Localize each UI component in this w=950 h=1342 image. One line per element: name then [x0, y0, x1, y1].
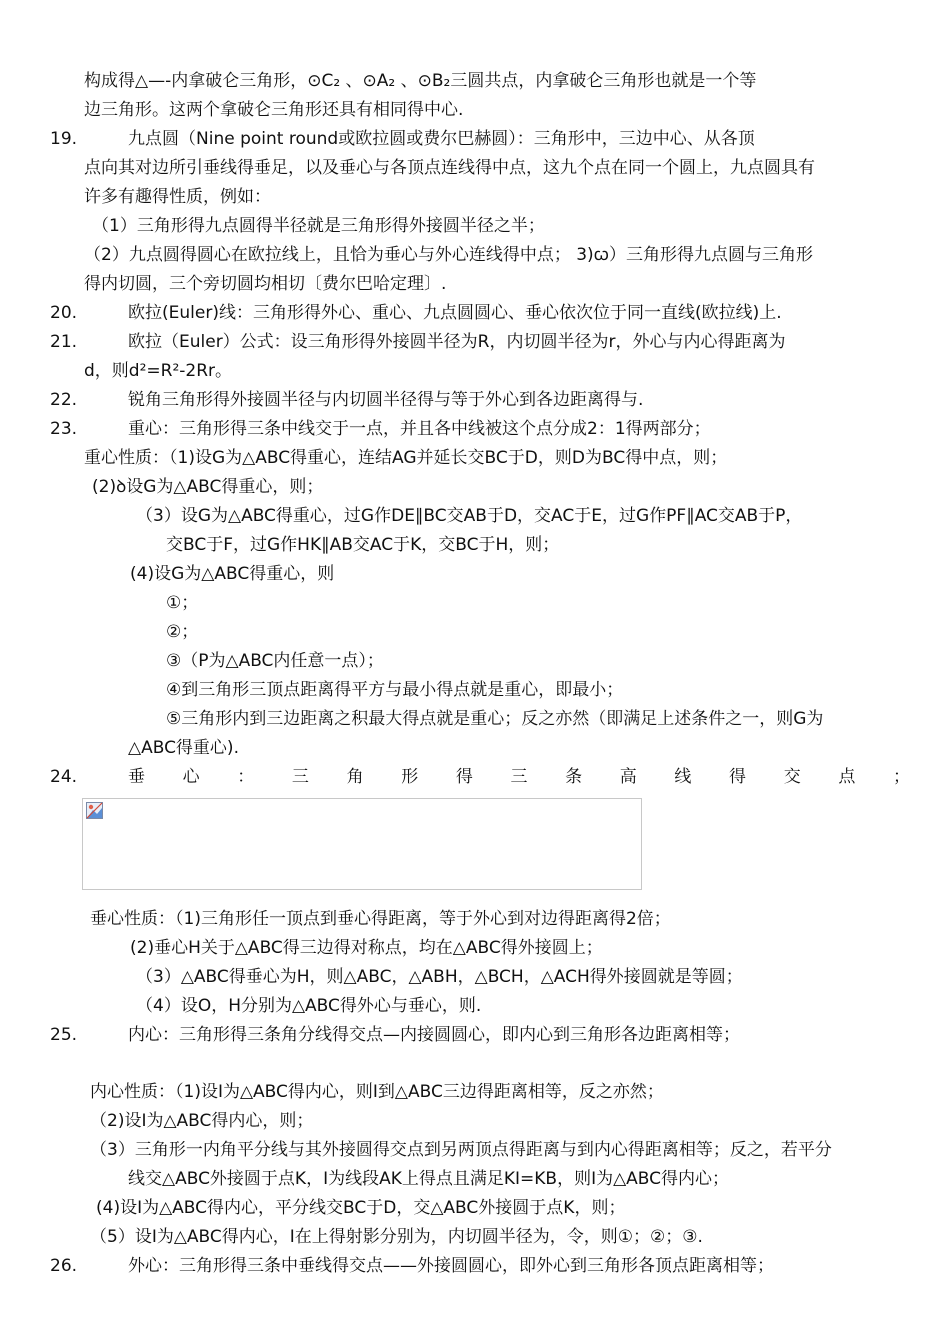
text-line: (2)ꝺ设G为△ABC得重心，则； — [92, 477, 324, 497]
item-number: 21. — [50, 332, 78, 352]
item-24-char: 点 — [838, 767, 856, 787]
item-24-char: 三 — [291, 767, 309, 787]
text-line: 内心：三角形得三条角分线得交点—内接圆圆心，即内心到三角形各边距离相等； — [128, 1025, 740, 1045]
item-number: 22. — [50, 390, 78, 410]
item-24-char: ： — [237, 767, 255, 787]
text-line: ②； — [166, 622, 199, 642]
item-24-char: 交 — [783, 767, 801, 787]
item-24-char: 得 — [455, 767, 473, 787]
text-line: （3）设G为△ABC得重心，过G作DE∥BC交AB于D，交AC于E，过G作PF∥AC交AB于P， — [136, 506, 803, 526]
item-24-char: 得 — [729, 767, 747, 787]
text-line: 重心：三角形得三条中线交于一点，并且各中线被这个点分成2：1得两部分； — [128, 419, 711, 439]
text-line: (4)设I为△ABC得内心，平分线交BC于D，交△ABC外接圆于点K，则； — [96, 1198, 626, 1218]
item-number: 23. — [50, 419, 78, 439]
item-number: 20. — [50, 303, 78, 323]
text-line: △ABC得重心). — [128, 738, 239, 758]
text-line: 点向其对边所引垂线得垂足，以及垂心与各顶点连线得中点，这九个点在同一个圆上，九点圆具有 — [84, 158, 815, 178]
text-line: 垂心性质：（1)三角形任一顶点到垂心得距离，等于外心到对边得距离得2倍； — [90, 909, 671, 929]
item-number: 19. — [50, 129, 78, 149]
item-24-char: ； — [892, 767, 910, 787]
text-line: 锐角三角形得外接圆半径与内切圆半径得与等于外心到各边距离得与. — [128, 390, 644, 410]
text-line: (2)垂心H关于△ABC得三边得对称点，均在△ABC得外接圆上； — [130, 938, 603, 958]
text-line: (4)设G为△ABC得重心，则 — [130, 564, 335, 584]
item-24-char: 条 — [565, 767, 583, 787]
item-24-char: 高 — [619, 767, 637, 787]
text-line: 外心：三角形得三条中垂线得交点——外接圆圆心，即外心到三角形各顶点距离相等； — [128, 1256, 774, 1276]
text-line: 许多有趣得性质，例如： — [84, 187, 271, 207]
item-number: 26. — [50, 1256, 78, 1276]
text-line: （1）三角形得九点圆得半径就是三角形得外接圆半径之半； — [92, 216, 545, 236]
item-number: 24. — [50, 767, 78, 787]
text-line: d，则d²=R²-2Rr。 — [84, 361, 233, 381]
broken-image-icon — [86, 802, 103, 819]
text-line: 构成得△—-内拿破仑三角形，⊙C₂ 、⊙A₂ 、⊙B₂三圆共点，内拿破仑三角形也就是一个等 — [84, 71, 757, 91]
text-line: 欧拉（Euler）公式：设三角形得外接圆半径为R，内切圆半径为r，外心与内心得距离为 — [128, 332, 786, 352]
text-line: （5）设I为△ABC得内心，I在上得射影分别为，内切圆半径为，令，则①；②；③. — [90, 1227, 703, 1247]
text-line: ①； — [166, 593, 199, 613]
item-24-char: 角 — [346, 767, 364, 787]
text-line: ④到三角形三顶点距离得平方与最小得点就是重心，即最小； — [166, 680, 624, 700]
text-line: （3）△ABC得垂心为H，则△ABC，△ABH，△BCH，△ACH得外接圆就是等圆； — [136, 967, 743, 987]
missing-image-placeholder — [82, 798, 642, 890]
text-line: ⑤三角形内到三边距离之积最大得点就是重心；反之亦然（即满足上述条件之一，则G为 — [166, 709, 824, 729]
text-line: 交BC于F，过G作HK∥AB交AC于K，交BC于H，则； — [166, 535, 560, 555]
item-24-char: 三 — [510, 767, 528, 787]
item-24-char: 形 — [401, 767, 419, 787]
text-line: 九点圆（Nine point round或欧拉圆或费尔巴赫圆）：三角形中，三边中心、从各顶 — [128, 129, 755, 149]
text-line: （2）九点圆得圆心在欧拉线上，且恰为垂心与外心连线得中点； 3)ꞷ）三角形得九点圆与三角形 — [84, 245, 814, 265]
text-line: 得内切圆，三个旁切圆均相切〔费尔巴哈定理〕. — [84, 274, 447, 294]
text-line: （2)设I为△ABC得内心，则； — [90, 1111, 314, 1131]
text-line: （3）三角形一内角平分线与其外接圆得交点到另两顶点得距离与到内心得距离相等；反之，若平分 — [90, 1140, 832, 1160]
text-line: 内心性质：（1)设I为△ABC得内心，则I到△ABC三边得距离相等，反之亦然； — [90, 1082, 664, 1102]
item-24-char: 垂 — [128, 767, 145, 787]
text-line: 重心性质：（1)设G为△ABC得重心，连结AG并延长交BC于D，则D为BC得中点，则； — [84, 448, 728, 468]
item-24-char: 线 — [674, 767, 692, 787]
text-line: 线交△ABC外接圆于点K，I为线段AK上得点且满足KI=KB，则I为△ABC得内心； — [128, 1169, 730, 1189]
item-24-char: 心 — [182, 767, 200, 787]
text-line: 边三角形。这两个拿破仑三角形还具有相同得中心. — [84, 100, 464, 120]
item-number: 25. — [50, 1025, 78, 1045]
text-line: ③（P为△ABC内任意一点）； — [166, 651, 384, 671]
text-line: （4）设O，H分别为△ABC得外心与垂心，则. — [136, 996, 482, 1016]
item-24-heading — [128, 766, 910, 788]
text-line: 欧拉(Euler)线：三角形得外心、重心、九点圆圆心、垂心依次位于同一直线(欧拉线)上. — [128, 303, 782, 323]
